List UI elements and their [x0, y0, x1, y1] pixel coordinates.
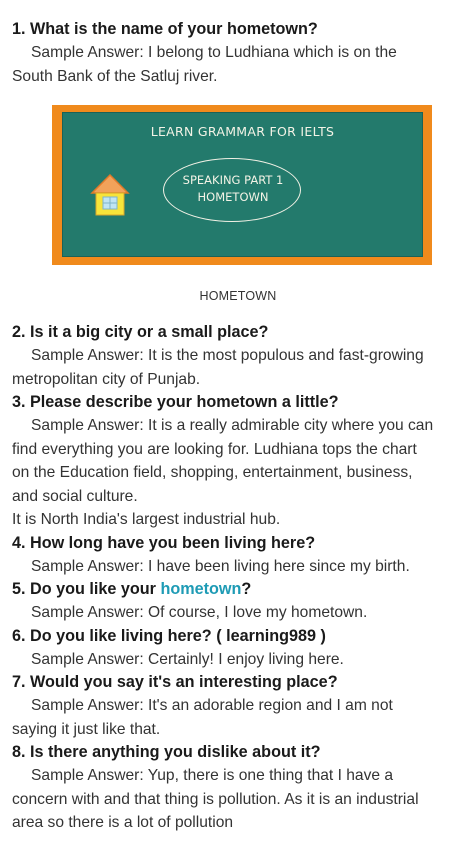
question-3: 3. Please describe your hometown a little?: [12, 393, 339, 411]
oval-line-2: HOMETOWN: [197, 190, 269, 204]
answer-3: Sample Answer: It is a really admirable city where you can find everything you are looking for. Ludhiana tops the chart on the Education field, shopping, entertainment, business, and social culture. It is North India's largest industrial hub.: [12, 417, 434, 528]
hometown-link[interactable]: hometown: [160, 580, 242, 598]
house-icon: [90, 173, 130, 224]
question-4: 4. How long have you been living here?: [12, 533, 316, 552]
chalkboard: [62, 112, 423, 257]
answer-2: Sample Answer: It is the most populous and fast-growing metropolitan city of Punjab.: [12, 347, 424, 388]
figure-caption: HOMETOWN: [199, 289, 277, 303]
banner-title: LEARN GRAMMAR FOR IELTS: [150, 124, 335, 139]
answer-4: Sample Answer: I have been living here since my birth.: [31, 557, 410, 575]
question-5: 5. Do you like your hometown?: [12, 580, 252, 598]
answer-1: Sample Answer: I belong to Ludhiana which is on the South Bank of the Satluj river.: [12, 44, 397, 85]
oval-line-1: SPEAKING PART 1: [182, 173, 284, 187]
question-2: 2. Is it a big city or a small place?: [12, 323, 269, 341]
article-body: [12, 18, 464, 835]
answer-6: Sample Answer: Certainly! I enjoy living here.: [31, 650, 344, 668]
question-7: 7. Would you say it's an interesting place?: [12, 673, 338, 691]
oval-text: [163, 172, 303, 206]
hometown-banner-image: [52, 105, 432, 265]
answer-8: Sample Answer: Yup, there is one thing that I have a concern with and that thing is pollution. As it is an industrial area so there is a lot of pollution: [12, 767, 419, 831]
question-1: 1. What is the name of your hometown?: [12, 20, 318, 38]
question-8: 8. Is there anything you dislike about it?: [12, 743, 321, 761]
answer-7: Sample Answer: It's an adorable region and I am not saying it just like that.: [12, 697, 393, 738]
answer-5: Sample Answer: Of course, I love my hometown.: [31, 604, 368, 621]
question-6: 6. Do you like living here? ( learning989 ): [12, 626, 326, 645]
